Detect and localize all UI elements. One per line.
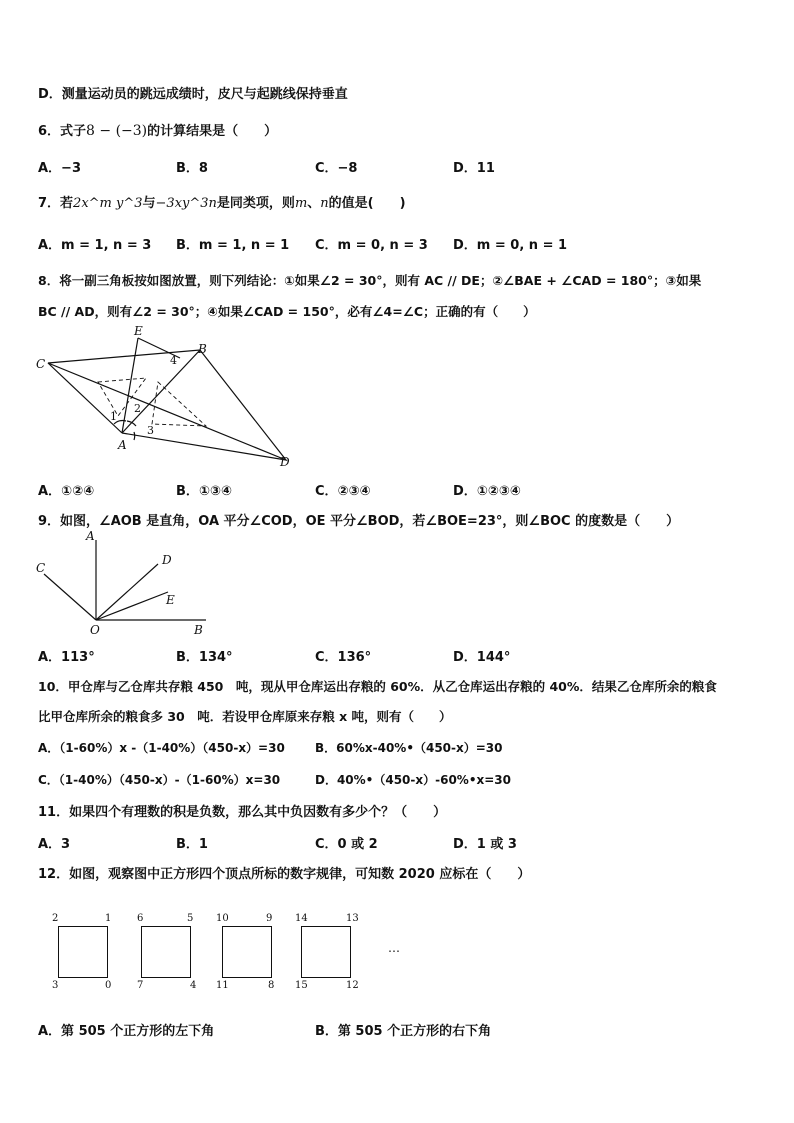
q9-option-d: D．144°	[453, 650, 511, 665]
q12-ellipsis: …	[388, 941, 400, 955]
q9-option-b: B．134°	[176, 650, 233, 665]
q7-var-m: m	[294, 196, 308, 211]
q12-sq3-br: 8	[268, 980, 275, 991]
q12-sq1-tl: 2	[52, 913, 59, 924]
q12-sq2-tl: 6	[137, 913, 144, 924]
q9-label-e: E	[166, 593, 175, 607]
q11-option-b: B．1	[176, 837, 208, 852]
q7-option-a: A．m = 1, n = 3	[38, 238, 152, 253]
q6-option-c: C．−8	[315, 161, 358, 176]
q12-sq4-bl: 15	[295, 980, 308, 991]
q7-stem-prefix: 7．若	[38, 196, 74, 211]
q8-line-ad	[122, 433, 286, 460]
q7-term1: 2x^m y^3	[73, 196, 143, 211]
q9-label-o: O	[90, 623, 100, 637]
q5-option-d: D．测量运动员的跳远成绩时，皮尺与起跳线保持垂直	[38, 87, 348, 102]
q8-label-d: D	[280, 455, 290, 469]
q8-label-4: 4	[170, 354, 177, 367]
q7-sep: 、	[307, 196, 321, 211]
q8-option-a: A．①②④	[38, 484, 95, 499]
q8-option-d: D．①②③④	[453, 484, 521, 499]
q11-option-d: D．1 或 3	[453, 837, 517, 852]
q8-figure	[30, 320, 300, 470]
q12-sq2-tr: 5	[187, 913, 194, 924]
q9-stem: 9．如图，∠AOB 是直角，OA 平分∠COD，OE 平分∠BOD，若∠BOE=23°，则∠BOC 的度数是（ ）	[38, 514, 680, 529]
q10-option-d: D．40%•（450-x）-60%•x=30	[315, 773, 511, 787]
q8-label-2: 2	[134, 402, 141, 415]
q9-label-a: A	[86, 529, 95, 543]
q7-option-d: D．m = 0, n = 1	[453, 238, 568, 253]
q12-sq2-br: 4	[190, 980, 197, 991]
q12-sq3-tl: 10	[216, 913, 229, 924]
q12-square-4	[301, 926, 351, 978]
q8-triangle-cbd	[48, 350, 286, 460]
q12-stem: 12．如图，观察图中正方形四个顶点所标的数字规律，可知数 2020 应标在（ ）	[38, 867, 531, 882]
q6-option-b: B．8	[176, 161, 208, 176]
q9-label-d: D	[162, 553, 172, 567]
q7-stem-suffix: 的值是( )	[328, 196, 406, 211]
q10-stem-line1: 10．甲仓库与乙仓库共存粮 450 吨，现从甲仓库运出存粮的 60%．从乙仓库运出存粮的 40%．结果乙仓库所余的粮食	[38, 679, 717, 694]
q9-figure	[30, 528, 215, 638]
q11-option-c: C．0 或 2	[315, 837, 378, 852]
q8-label-3: 3	[147, 424, 154, 437]
q10-option-a: A．（1-60%）x -（1-40%）（450-x）=30	[38, 741, 285, 755]
q12-sq4-tr: 13	[346, 913, 359, 924]
q8-option-b: B．①③④	[176, 484, 232, 499]
q10-option-c: C．（1-40%）（450-x）-（1-60%）x=30	[38, 773, 281, 787]
q7-mid: 与	[142, 196, 156, 211]
q12-option-b: B．第 505 个正方形的右下角	[315, 1024, 492, 1039]
q12-sq4-tl: 14	[295, 913, 308, 924]
q12-square-1	[58, 926, 108, 978]
q12-square-3	[222, 926, 272, 978]
q6-option-a: A．−3	[38, 161, 81, 176]
q9-ray-od	[96, 564, 158, 620]
q6-expression: 8 − (−3)	[86, 123, 148, 139]
q12-sq1-tr: 1	[105, 913, 112, 924]
q10-stem-line2: 比甲仓库所余的粮食多 30 吨．若设甲仓库原来存粮 x 吨，则有（ ）	[38, 709, 452, 724]
q12-sq3-bl: 11	[216, 980, 229, 991]
q7-option-b: B．m = 1, n = 1	[176, 238, 290, 253]
q7-term2: −3xy^3n	[155, 196, 217, 211]
q9-ray-oc	[44, 574, 96, 620]
q8-stem-line1: 8．将一副三角板按如图放置，则下列结论：①如果∠2 = 30°，则有 AC // DE；②∠BAE + ∠CAD = 180°；③如果	[38, 273, 702, 288]
q7-option-c: C．m = 0, n = 3	[315, 238, 428, 253]
q8-label-b: B	[198, 342, 207, 356]
q8-stem-line2: BC // AD，则有∠2 = 30°；④如果∠CAD = 150°，必有∠4=∠C；正确的有（ ）	[38, 304, 536, 319]
q8-arc-3	[134, 432, 135, 440]
q8-label-c: C	[36, 357, 46, 371]
q12-sq4-br: 12	[346, 980, 359, 991]
q9-ray-oe	[96, 592, 168, 620]
q12-sq3-tr: 9	[266, 913, 273, 924]
q11-option-a: A．3	[38, 837, 71, 852]
q8-option-c: C．②③④	[315, 484, 371, 499]
q12-sq1-br: 0	[105, 980, 112, 991]
q9-label-b: B	[194, 623, 203, 637]
q9-option-c: C．136°	[315, 650, 372, 665]
q11-stem: 11．如果四个有理数的积是负数，那么其中负因数有多少个？（ ）	[38, 805, 447, 820]
q12-option-a: A．第 505 个正方形的左下角	[38, 1024, 215, 1039]
q10-option-b: B．60%x-40%•（450-x）=30	[315, 741, 503, 755]
q6-option-d: D．11	[453, 161, 495, 176]
q8-label-e: E	[134, 324, 143, 338]
q9-label-c: C	[36, 561, 46, 575]
q7-stem-mid2: 是同类项，则	[216, 196, 295, 211]
q12-sq2-bl: 7	[137, 980, 144, 991]
q8-label-1: 1	[110, 410, 117, 423]
q12-square-2	[141, 926, 191, 978]
q6-stem-prefix: 6．式子	[38, 124, 87, 139]
q7-var-n: n	[320, 196, 329, 211]
q6-stem	[38, 120, 277, 139]
q8-label-a: A	[118, 438, 127, 452]
q7-stem	[38, 192, 406, 211]
q8-dashed-triangle-2	[152, 382, 206, 426]
q9-option-a: A．113°	[38, 650, 95, 665]
q12-sq1-bl: 3	[52, 980, 59, 991]
q6-stem-suffix: 的计算结果是（ ）	[147, 124, 278, 139]
